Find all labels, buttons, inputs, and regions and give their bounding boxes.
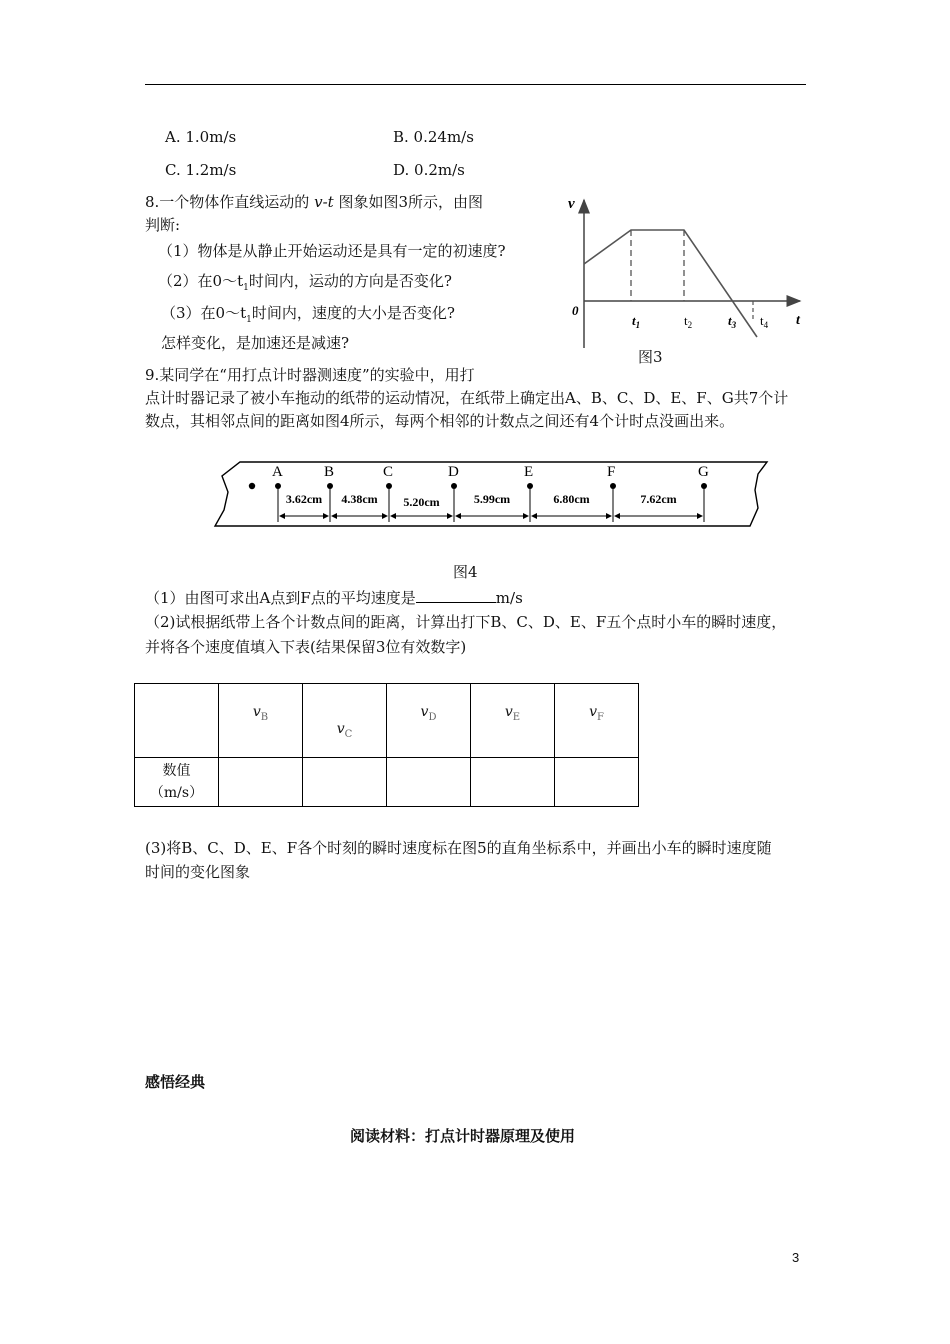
q8-line1-pre: 8.一个物体作直线运动的 (145, 193, 315, 211)
header-vc-sub: C (344, 728, 353, 740)
choice-c: C. 1.2m/s (165, 161, 237, 179)
value-cell-vb[interactable] (219, 758, 303, 807)
part2-line1: （2)试根据纸带上各个计数点间的距离，计算出打下B、C、D、E、F五个点时小车的瞬时速度， (145, 613, 787, 631)
q8-sub3 (161, 302, 455, 325)
q9-line2: 点计时器记录了被小车拖动的纸带的运动情况，在纸带上确定出A、B、C、D、E、F、G共7个计 (145, 389, 789, 407)
row-label-cell (135, 758, 219, 807)
part3-line1: (3)将B、C、D、E、F各个时刻的瞬时速度标在图5的直角坐标系中，并画出小车的瞬时速度随 (145, 839, 772, 857)
header-rule (145, 84, 806, 85)
point-label-C: C (383, 464, 394, 480)
q8-line1-post: 图象如图3所示，由图 (333, 193, 483, 211)
q8-sub2-post: 时间内，运动的方向是否变化? (248, 272, 452, 290)
q8-sub2-subscript: 1 (243, 283, 249, 293)
velocity-table (134, 683, 639, 807)
table-corner-cell (135, 684, 219, 758)
header-vb-v: v (252, 704, 261, 721)
q8-sub1: （1）物体是从静止开始运动还是具有一定的初速度? (158, 242, 506, 260)
distance-label: 7.62cm (640, 492, 677, 506)
q8-sub2 (158, 270, 452, 293)
part1-unit: m/s (495, 589, 523, 607)
figure-3-caption: 图3 (638, 348, 663, 366)
point-label-B: B (324, 464, 335, 480)
header-vf-sub: F (596, 711, 604, 723)
row-label-2: （m/s） (149, 785, 204, 801)
q8-sub3-line2: 怎样变化，是加速还是减速? (161, 334, 350, 352)
t4-label (760, 313, 769, 330)
tape-dot (249, 483, 255, 489)
row-label-1: 数值 (162, 763, 191, 779)
v-label: v (568, 196, 575, 212)
distance-label: 3.62cm (285, 492, 323, 506)
value-cell-vd[interactable] (387, 758, 471, 807)
choice-d: D. 0.2m/s (393, 161, 465, 179)
page-number: 3 (792, 1250, 800, 1265)
header-vd-v: v (420, 704, 429, 721)
header-ve-sub: E (512, 711, 521, 723)
choice-b: B. 0.24m/s (393, 128, 474, 146)
header-vc-v: v (336, 721, 345, 738)
t3-sub: 3 (731, 320, 737, 330)
header-vf-v: v (589, 704, 597, 721)
q9-line3: 数点，其相邻点间的距离如图4所示，每两个相邻的计数点之间还有4个计时点没画出来。 (145, 412, 735, 430)
answer-blank[interactable] (416, 588, 496, 603)
distance-label: 5.99cm (473, 492, 511, 506)
section-heading: 感悟经典 (145, 1073, 206, 1091)
header-ve (471, 684, 555, 758)
part2-line2: 并将各个速度值填入下表(结果保留3位有效数字) (145, 638, 467, 656)
header-vd-sub: D (428, 711, 437, 723)
part1-pre: （1）由图可求出A点到F点的平均速度是 (145, 589, 416, 607)
header-vc (303, 684, 387, 758)
figure-3-vt-graph (560, 188, 816, 380)
header-ve-v: v (504, 704, 513, 721)
t2-t: t (684, 313, 688, 328)
figure-4-paper-tape (210, 456, 775, 532)
q9-line1: 9.某同学在“用打点计时器测速度”的实验中，用打 (145, 366, 475, 384)
value-cell-ve[interactable] (471, 758, 555, 807)
q8-sub3-post: 时间内，速度的大小是否变化? (251, 304, 455, 322)
t-label: t (796, 313, 800, 328)
t1-sub: 1 (635, 320, 641, 330)
q8-line2: 判断: (145, 216, 181, 234)
t2-label (684, 313, 692, 330)
t3-t: t (728, 313, 732, 328)
t2-sub: 2 (687, 320, 693, 330)
header-vb (219, 684, 303, 758)
point-label-G: G (698, 464, 709, 480)
choice-a: A. 1.0m/s (165, 128, 237, 146)
point-label-F: F (607, 464, 616, 480)
t3-label (728, 313, 737, 330)
t1-t: t (632, 313, 636, 328)
part1-line (145, 587, 523, 608)
figure-4-caption: 图4 (453, 563, 478, 581)
table-header-row (135, 684, 639, 758)
q8-sub3-subscript: 1 (246, 315, 252, 325)
t1-label (632, 313, 640, 330)
header-vb-sub: B (260, 711, 269, 723)
q8-sub3-pre: （3）在0～t (161, 304, 247, 322)
distance-label: 6.80cm (553, 492, 590, 506)
q8-line1 (145, 191, 483, 212)
distance-label: 4.38cm (341, 492, 378, 506)
distance-label: 5.20cm (403, 495, 440, 509)
q8-sub2-pre: （2）在0～t (158, 272, 244, 290)
origin-label: 0 (572, 303, 579, 318)
point-label-A: A (272, 464, 283, 480)
q8-vt: v-t (314, 193, 334, 211)
part3-line2: 时间的变化图象 (145, 863, 251, 881)
value-cell-vf[interactable] (555, 758, 639, 807)
header-vd (387, 684, 471, 758)
header-vf (555, 684, 639, 758)
t4-sub: 4 (763, 320, 769, 330)
value-cell-vc[interactable] (303, 758, 387, 807)
t4-t: t (760, 313, 764, 328)
point-label-D: D (448, 464, 459, 480)
table-row (135, 758, 639, 807)
reading-title: 阅读材料：打点计时器原理及使用 (350, 1127, 576, 1145)
point-label-E: E (524, 464, 534, 480)
